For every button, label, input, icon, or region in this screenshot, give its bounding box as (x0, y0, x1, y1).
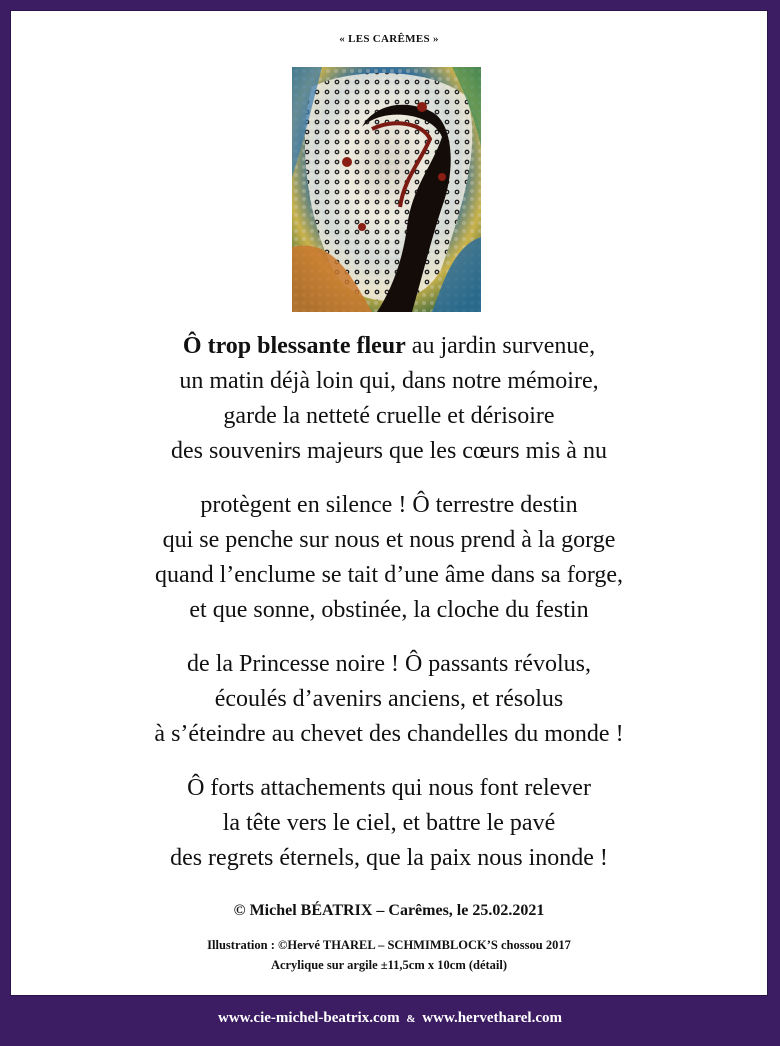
poem-line: Ô forts attachements qui nous font relever (187, 775, 591, 801)
stanza (11, 647, 767, 752)
poem-line: de la Princesse noire ! Ô passants révolus, (187, 651, 591, 677)
website-link-beatrix[interactable]: www.cie-michel-beatrix.com (218, 1010, 400, 1026)
poem-line (11, 329, 767, 364)
poem-line: la tête vers le ciel, et battre le pavé (222, 810, 556, 836)
poem-line: écoulés d’avenirs anciens, et résolus (214, 686, 564, 712)
footer-links (0, 1010, 780, 1027)
author-credit: © Michel BÉATRIX – Carêmes, le 25.02.2021 (233, 902, 545, 919)
stanza (11, 329, 767, 469)
illustration-detail-line: Acrylique sur argile ±11,5cm x 10cm (détail) (270, 958, 508, 972)
poem-line: garde la netteté cruelle et dérisoire (223, 403, 555, 429)
illustration-line: Illustration : ©Hervé THAREL – SCHMIMBLOCK’S chossou 2017 (207, 938, 571, 952)
illustration-credit (11, 935, 767, 975)
poem (11, 329, 767, 895)
stanza (11, 488, 767, 628)
website-link-tharel[interactable]: www.hervetharel.com (422, 1010, 562, 1026)
poem-line: des regrets éternels, que la paix nous inonde ! (170, 845, 608, 871)
stanza (11, 771, 767, 876)
poem-line: des souvenirs majeurs que les cœurs mis à nu (171, 438, 607, 464)
poem-line: un matin déjà loin qui, dans notre mémoire, (179, 368, 599, 394)
poem-line: qui se penche sur nous et nous prend à la gorge (162, 527, 616, 553)
poem-line-rest: au jardin survenue, (405, 333, 596, 359)
poem-line: à s’éteindre au chevet des chandelles du monde ! (154, 721, 624, 747)
poem-card (10, 10, 768, 996)
poem-line: protègent en silence ! Ô terrestre destin (200, 492, 578, 518)
poem-line: quand l’enclume se tait d’une âme dans sa forge, (154, 562, 624, 588)
abstract-painting-icon (292, 67, 481, 312)
poem-line: et que sonne, obstinée, la cloche du festin (189, 597, 589, 623)
page-title: « LES CARÊMES » (339, 33, 439, 45)
poem-line-bold: Ô trop blessante fleur (182, 333, 406, 359)
link-separator: & (406, 1013, 416, 1025)
